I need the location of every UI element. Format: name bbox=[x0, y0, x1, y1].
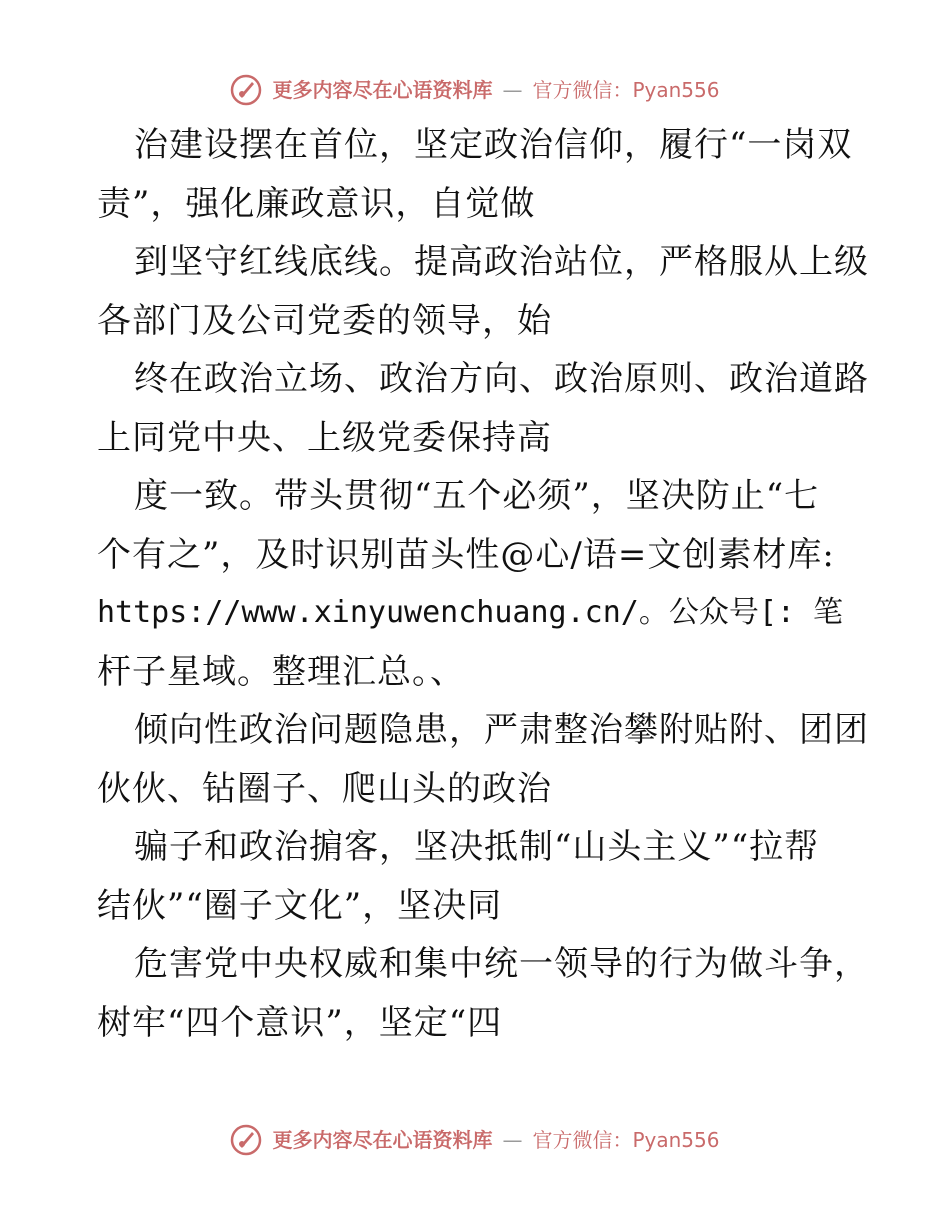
text-line: 各部门及公司党委的领导，始 bbox=[97, 300, 552, 341]
text-line: 伙伙、钻圈子、爬山头的政治 bbox=[97, 768, 552, 809]
text-line: 倾向性政治问题隐患，严肃整治攀附贴附、团团 bbox=[134, 710, 869, 750]
watermark-main-text: 更多内容尽在心语资料库 bbox=[272, 78, 493, 102]
text-line: 骗子和政治掮客，坚决抵制“山头主义”“拉帮 bbox=[134, 827, 820, 867]
text-line: 到坚守红线底线。提高政治站位，严格服从上级 bbox=[134, 242, 869, 282]
text-line: 结伙”“圈子文化”，坚决同 bbox=[97, 885, 503, 926]
seal-logo-icon bbox=[230, 74, 262, 106]
text-line: 度一致。带头贯彻“五个必须”，坚决防止“七 bbox=[134, 476, 820, 516]
watermark-main-text: 更多内容尽在心语资料库 bbox=[272, 1128, 493, 1152]
text-line: 杆子星域。整理汇总。、 bbox=[97, 651, 465, 692]
footer-watermark bbox=[0, 1120, 950, 1160]
text-line: 树牢“四个意识”，坚定“四 bbox=[97, 1002, 503, 1043]
header-watermark bbox=[0, 70, 950, 110]
watermark-channel-text: 官方微信：Pyan556 bbox=[532, 1128, 720, 1152]
document-body bbox=[97, 116, 869, 1052]
text-line: 治建设摆在首位，坚定政治信仰，履行“一岗双 bbox=[134, 125, 853, 165]
text-line: 危害党中央权威和集中统一领导的行为做斗争， bbox=[134, 944, 869, 984]
text-line-url: https://www.xinyuwenchuang.cn/。公众号[: 笔 bbox=[97, 595, 844, 630]
watermark-channel-text: 官方微信：Pyan556 bbox=[532, 78, 720, 102]
watermark-separator: — bbox=[502, 78, 523, 102]
text-line: 个有之”，及时识别苗头性@心/语=文创素材库: bbox=[97, 534, 835, 575]
text-line: 责”，强化廉政意识，自觉做 bbox=[97, 183, 536, 224]
text-line: 终在政治立场、政治方向、政治原则、政治道路 bbox=[134, 359, 869, 399]
text-line: 上同党中央、上级党委保持高 bbox=[97, 417, 552, 458]
watermark-separator: — bbox=[502, 1128, 523, 1152]
seal-logo-icon bbox=[230, 1124, 262, 1156]
